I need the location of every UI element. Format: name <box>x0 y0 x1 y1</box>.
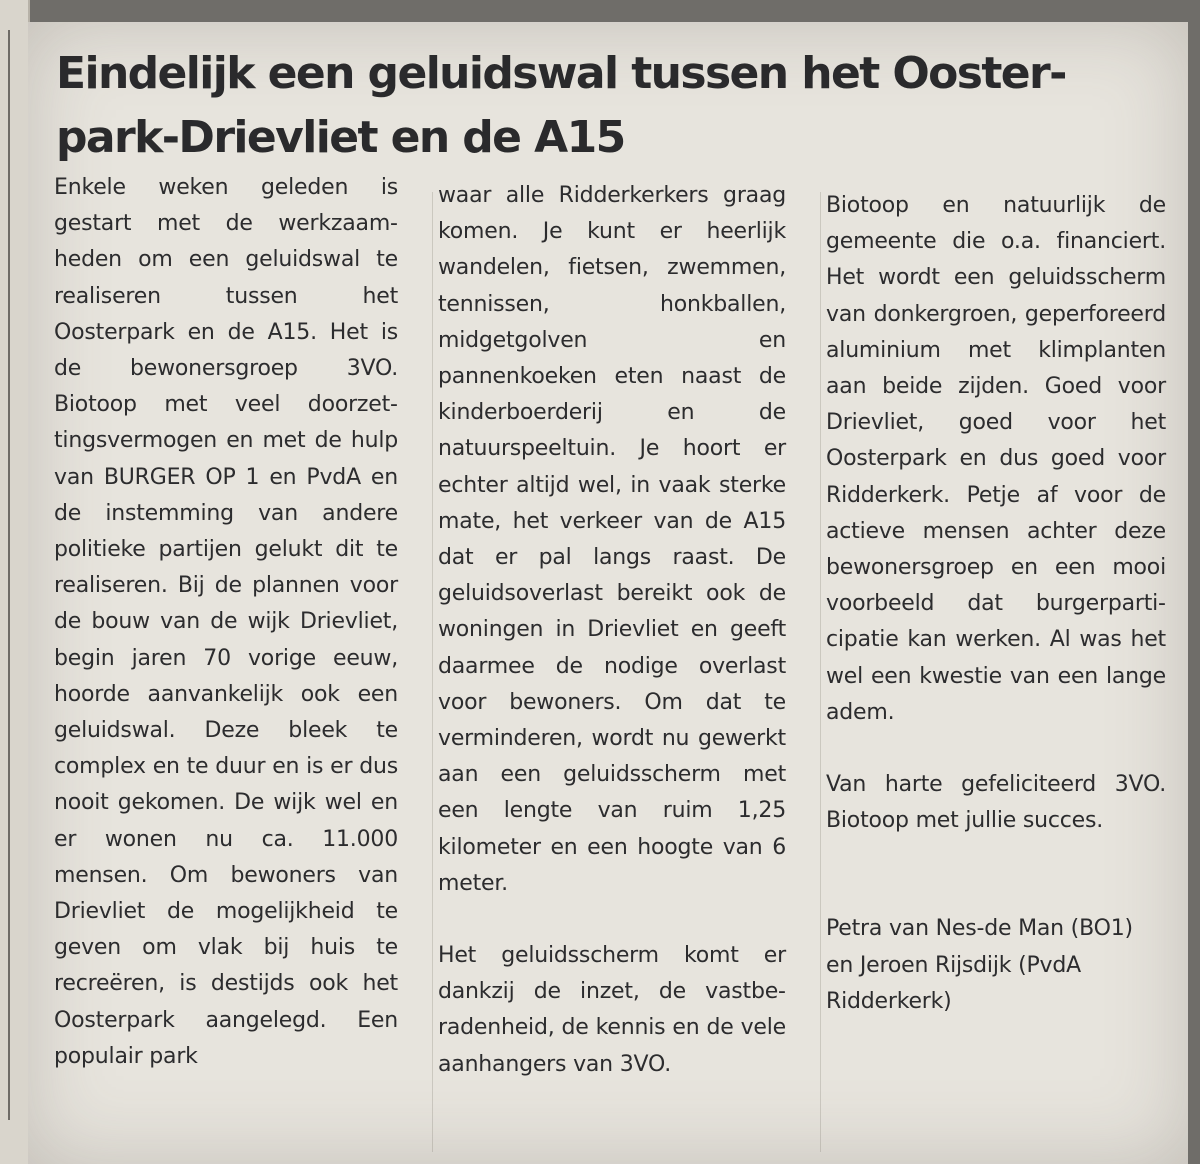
column-2-paragraph-2: Het geluidsscherm komt er dankzij de inzet, de vastberadenheid, de kennis en de vele aanhangers van 3VO. <box>438 943 786 1077</box>
column-gutter-1 <box>432 192 433 1152</box>
article-column-3 <box>826 188 1166 1020</box>
column-3-paragraph-2: Van harte gefeliciteerd 3VO. Biotoop met jullie succes. <box>826 772 1166 834</box>
article-column-2 <box>438 178 786 1083</box>
article-column-1 <box>54 170 398 1075</box>
column-3-paragraph-1: Biotoop en natuurlijk de gemeente die o.a. financiert. Het wordt een geluidsscherm van donkergroen, geperforeerd aluminium met klimplanten aan beide zijden. Goed voor Drievliet, goed voor het Oosterpark en dus goed voor Ridderkerk. Petje af voor de actieve mensen achter deze bewonersgroep en een mooi voorbeeld dat burgerparticipatie kan werken. Al was het wel een kwestie van een lange adem. <box>826 193 1166 725</box>
column-rule-left <box>8 30 10 1120</box>
column-2-paragraph-1: waar alle Ridderkerkers graag komen. Je kunt er heerlijk wandelen, fietsen, zwemmen, tennissen, honkballen, midgetgolven en pannenkoeken eten naast de kinderboerderij en de natuurspeeltuin. Je hoort er echter altijd wel, in vaak sterke mate, het verkeer van de A15 dat er pal langs raast. De geluidsoverlast bereikt ook de woningen in Drievliet en geeft daarmee de nodige overlast voor bewoners. Om dat te verminderen, wordt nu gewerkt aan een geluidsscherm met een lengte van ruim 1,25 kilometer en een hoogte van 6 meter. <box>438 183 786 896</box>
column-gutter-2 <box>820 192 821 1152</box>
author-signature: Petra van Nes-de Man (BO1) en Jeroen Rijsdijk (PvdA Ridderkerk) <box>826 916 1133 1014</box>
adjacent-page-edge <box>0 0 30 1164</box>
article-headline: Eindelijk een geluidswal tussen het Oosterpark-Drievliet en de A15 <box>56 48 1068 163</box>
column-1-paragraph-1: Enkele weken geleden is gestart met de werkzaamheden om een geluidswal te realiseren tussen het Oosterpark en de A15. Het is de bewonersgroep 3VO. Biotoop met veel doorzettingsvermogen en met de hulp van BURGER OP 1 en PvdA en de instemming van andere politieke partijen gelukt dit te realiseren. Bij de plannen voor de bouw van de wijk Drievliet, begin jaren 70 vorige eeuw, hoorde aanvankelijk ook een geluidswal. Deze bleek te complex en te duur en is er dus nooit gekomen. De wijk wel en er wonen nu ca. 11.000 mensen. Om bewoners van Drievliet de mogelijkheid te geven om vlak bij huis te recreëren, is destijds ook het Oosterpark aangelegd. Een populair park <box>54 175 398 1069</box>
